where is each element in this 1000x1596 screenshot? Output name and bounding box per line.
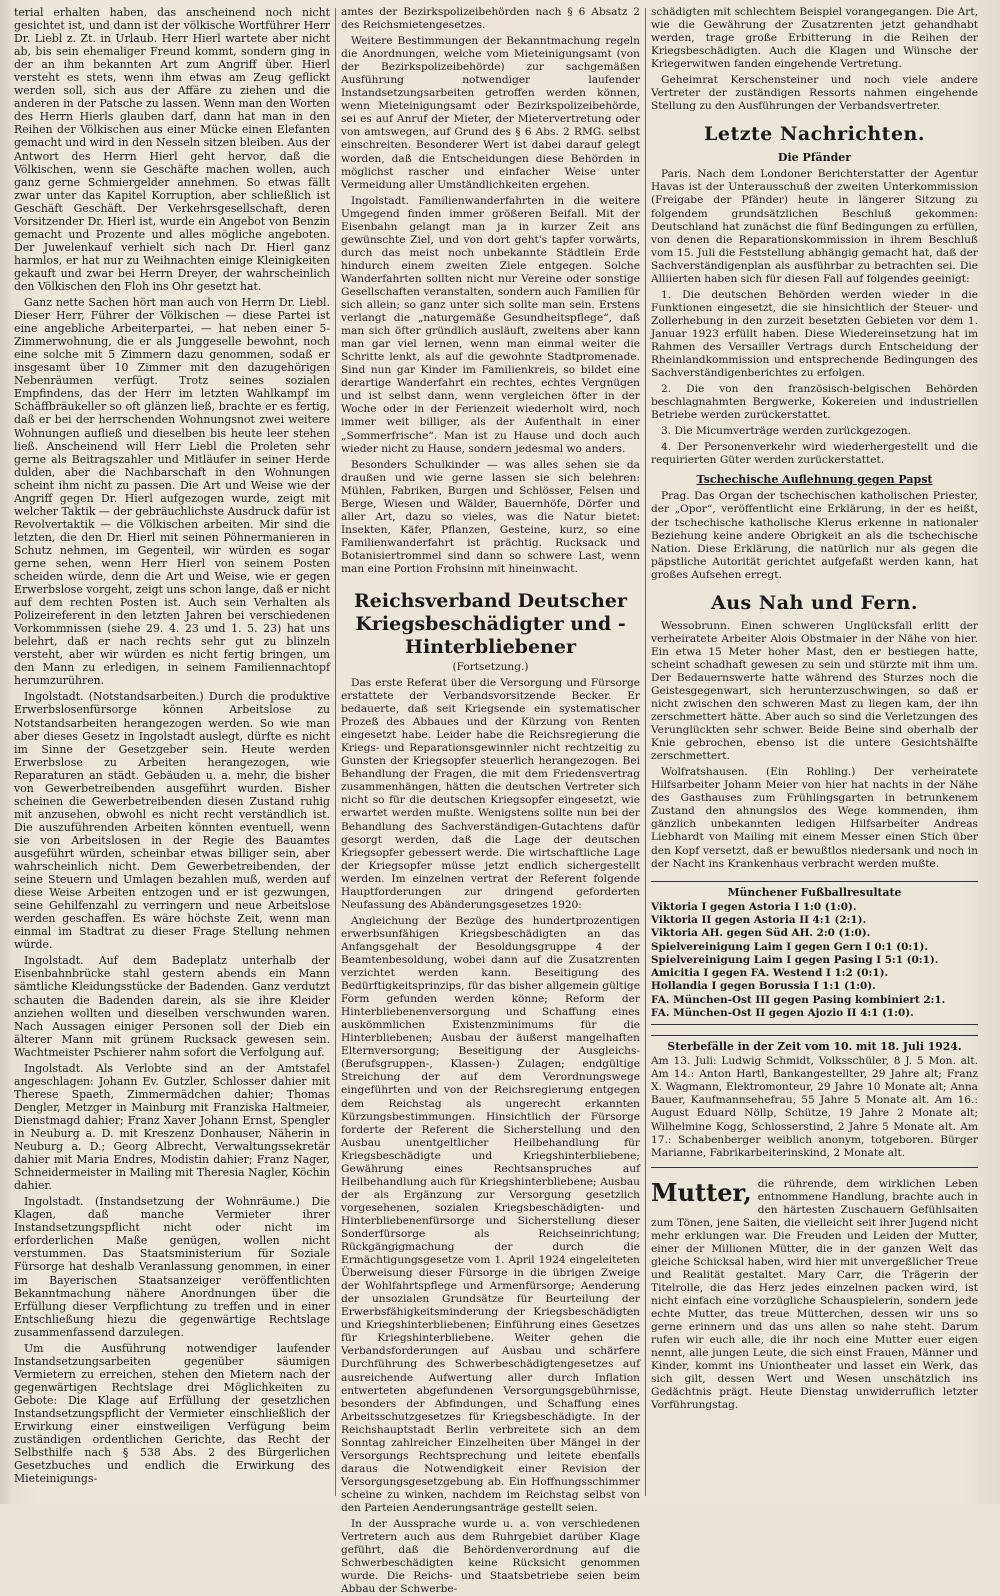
list-item: Viktoria II gegen Astoria II 4:1 (2:1). [651, 913, 867, 926]
football-results-list [651, 901, 978, 1021]
list-item: FA. München-Ost III gegen Pasing kombiniert 2:1. [651, 993, 946, 1006]
news-paragraph: 1. Die deutschen Behörden werden wieder in die Funktionen eingesetzt, die sie hinsichtlich der Steuer- und Zollerhebung in den zurzeit besetzten Gebieten vor dem 1. Januar 1923 erfüllt haben. Diese Wiedereinsetzung hat im Rahmen des Versailler Vertrags durch Entscheidung der Rheinlandkommission und entsprechende Bedingungen des Sachverständigenberichtes zu erfolgen. [651, 288, 978, 380]
news-paragraph: 3. Die Micumverträge werden zurückgezogen. [661, 425, 911, 438]
column-divider [335, 8, 336, 1496]
advert-title: Mutter, [651, 1177, 752, 1207]
section-heading-local: Aus Nah und Fern. [711, 591, 918, 614]
local-paragraph: Wessobrunn. Einen schweren Unglücksfall erlitt der verheiratete Arbeiter Alois Obstmaier in der Nähe von hier. Ein etwa 15 Meter hoher Mast, den er bestiegen hatte, scheint schadhaft gewesen zu sein und stürzte mit ihm um. Der Bedauernswerte hatte während des Sturzes noch die Geistesgegenwart, sich herunterzuschwingen, so daß er nicht zwischen den schweren Mast zu liegen kam, der ihn zerschmettert hätte. Aber auch so sind die Verletzungen des Verunglückten sehr schwer. Beide Beine sind oberhalb der Knie gebrochen, ebenso ist die untere Gesichtshälfte zerschmettert. [651, 619, 978, 763]
column-3 [651, 6, 978, 1496]
article-paragraph: Ingolstadt. (Instandsetzung der Wohnräume.) Die Klagen, daß manche Vermieter ihrer Instandsetzungspflicht nicht oder nicht im erforderlichen Maße genügen, wollen nicht verstummen. Das Staatsministerium für Soziale Fürsorge hat deshalb Veranlassung genommen, in einer im Bayerischen Staatsanzeiger veröffentlichten Bekanntmachung nähere Anordnungen über die Erfüllung dieser Verpflichtung zu treffen und in einer Entschließung hiezu die gegenwärtige Rechtslage zusammenfassend darzulegen. [14, 1195, 330, 1339]
article-paragraph: Angleichung der Bezüge des hundertprozentigen erwerbsunfähigen Kriegsbeschädigten an das Anfangsgehalt der Besoldungsgruppe 4 der Beamtenbesoldung, wobei dann auf die Zusatzrenten verzichtet werden kann. Beseitigung des Bedürftigkeitsprinzips, für das bisher allgemein gültige Form gefunden werden könne; Reform der Hinterbliebenenversorgung und Schaffung eines auskömmlichen Existenzminimums für die Hinterbliebenen; Ausbau der äußerst mangelhaften Elternversorgung; Beseitigung der Ausgleichs- (Berufsgruppen-, Klassen-) Zulagen; endgültige Streichung der auf dem Verordnungswege eingeführten und von der Reichsregierung entgegen dem Reichstag als ungerecht erkannten Kürzungsbestimmungen. Hinsichtlich der Fürsorge forderte der Referent die Sicherstellung und den Ausbau unentgeltlicher Heilbehandlung für Kriegsbeschädigte und Kriegshinterbliebene; Gewährung eines Rechtsanspruches auf Heilbehandlung auch für Kriegshinterbliebene; Ausbau der als Ergänzung zur Versorgung gesetzlich vorgesehenen, sozialen Kriegsbeschädigten- und Hinterbliebenenfürsorge und Sicherstellung dieser Sonderfürsorge als Reichseinrichtung; Rückgängigmachung der durch die Ermächtigungsgesetze vom 1. April 1924 eingeleiteten Überweisung dieser Fürsorge in die übrigen Zweige der Wohlfahrtspflege und Armenfürsorge; Aenderung der unsozialen Grundsätze für Beurteilung der Erwerbsfähigkeitsminderung der Kriegsbeschädigten und Kriegshinterbliebenen; Einführung eines Gesetzes für Kriegshinterbliebene. Weiter gehen die Verbandsforderungen auf Ausbau und schärfere Durchführung des Schwerbeschädigtengesetzes auf ausreichende Aufwertung aller durch Inflation entwerteten abgefundenen Versorgungsgebührnisse, besonders der Abfindungen, und Schaffung eines Arbeitsschutzgesetzes für Kriegsbeschädigte. In der Reichshauptstadt Berlin verbreitete sich an dem Sonntag zahlreicher Einzelheiten über Mängel in der Versorgungs Rechtsprechung und leitete ebenfalls daraus die Notwendigkeit einer Revision der Versorgungsgesetzgebung ab. Ein Hoffnungsschimmer scheine zu winken, nachdem im Reichstag selbst von den Parteien Aenderungsanträge gestellt seien. [341, 914, 640, 1514]
article-paragraph: Ingolstadt. (Notstandsarbeiten.) Durch die produktive Erwerbslosenfürsorge können Arbeitslose zu Notstandsarbeiten herangezogen werden. So wie man aber dieses Gesetz in Ingolstadt auslegt, dürfte es nicht im Sinne der Gesetzgeber sein. Heute werden Erwerbslose zu Arbeiten herangezogen, wie Reparaturen an städt. Gebäuden u. a. mehr, die bisher von Gewerbetreibenden ausgeführt wurden. Bisher scheinen die Gewerbetreibenden diesen Zustand ruhig mit anzusehen, obwohl es nicht recht verständlich ist. Die auszuführenden Arbeiten könnten eventuell, wenn sie von Arbeitslosen in der Regie des Bauamtes ausgeführt würden, scheinbar etwas billiger sein, aber wahrscheinlich nicht. Dem Gewerbetreibenden, der seine Steuern und Umlagen bezahlen muß, werden auf diese Weise Arbeiten entzogen und er ist gezwungen, seine Gehilfenzahl zu verringern und neue Arbeitslose werden geschaffen. Es wäre höchste Zeit, wenn man einmal im Stadtrat zu dieser Frage Stellung nehmen würde. [14, 690, 330, 952]
article-paragraph: Ingolstadt. Auf dem Badeplatz unterhalb der Eisenbahnbrücke stahl gestern abends ein Mann sämtliche Kleidungsstücke der Badenden. Ganz verdutzt schauten die Badenden darein, als sie ihre Kleider anziehen wollten und dieselben verschwunden waren. Nach Aussagen einiger Personen soll der Dieb ein älterer Mann mit grünem Rucksack gewesen sein. Wachtmeister Pschierer nahm sofort die Verfolgung auf. [14, 954, 330, 1059]
article-paragraph: In der Aussprache wurde u. a. von verschiedenen Vertretern auch aus dem Ruhrgebiet darüber Klage geführt, daß die Behördenverordnung auf die Schwerbeschädigten keine Rücksicht genommen wurde. Die Reichs- und Staatsbetriebe seien beim Abbau der Schwerbe- [341, 1518, 640, 1596]
article-paragraph: Ingolstadt. Familienwanderfahrten in die weitere Umgegend finden immer größeren Beifall. Mit der Eisenbahn gelangt man ja in kurzer Zeit ans gewünschte Ziel, und von dort geht's tapfer vorwärts, durch das meist noch unbekannte Städtlein Erde hindurch einem zweiten Ziele entgegen. Solche Wanderfahrten sollten nicht nur Vereine oder sonstige Gesellschaften veranstalten, sondern auch Familien für sich allein; so ganz unter sich sollte man sein. Erstens verlangt die „naturgemäße Gesundheitspflege“, daß man sich öfter gründlich ausläuft, zweitens aber kann man gar viel lernen, wenn man einmal weiter die Schritte lenkt, als auf die gewohnte Stadtpromenade. Sind nun gar Kinder im Familienkreis, so bildet eine derartige Wanderfahrt ein rechtes, echtes Vergnügen und ist selbst dann, wenn vergleichen öfter in der Woche oder in der Ferienzeit wiederholt wird, noch immer weit billiger, als der Aufenthalt in einer „Sommerfrische“. Man ist zu Hause und doch auch wieder nicht zu Hause, sondern jedesmal wo anders. [341, 194, 640, 455]
article-heading: Reichsverband Deutscher Kriegsbeschädigter und -Hinterbliebener [354, 590, 627, 659]
article-paragraph: Weitere Bestimmungen der Bekanntmachung regeln die Anordnungen, welche vom Mieteinigungsamt (von der Bezirkspolizeibehörde) zur sachgemäßen Ausführung notwendiger laufender Instandsetzungsarbeiten getroffen werden können, wenn Mieteinigungsamt oder Bezirkspolizeibehörde, sei es auf Anruf der Mieter, der Mietervertretung oder von amtswegen, auf Grund des § 6 Abs. 2 RMG. selbst einschreiten. Besonderer Wert ist dabei darauf gelegt worden, daß die Entscheidungen diese Behörden in möglichst rascher und einfacher Weise unter Vermeidung aller Umständlichkeiten ergehen. [341, 35, 640, 191]
list-item: Viktoria I gegen Astoria I 1:0 (1:0). [651, 900, 857, 913]
news-paragraph: 2. Die von den französisch-belgischen Behörden beschlagnahmten Bergwerke, Kokereien und industriellen Betriebe werden zurückerstattet. [651, 383, 978, 422]
article-subheading: (Fortsetzung.) [452, 661, 529, 674]
list-item: Spielvereinigung Laim I gegen Pasing I 5:1 (0:1). [651, 953, 939, 966]
column-divider [645, 8, 646, 1496]
news-paragraph: Paris. Nach dem Londoner Berichterstatter der Agentur Havas ist der Unterausschuß der zweiten Unterkommission (Freigabe der Pfänder) heute in längerer Sitzung zu folgendem grundsätzlichen Beschluß gekommen: Deutschland hat zunächst die fünf Bedingungen zu erfüllen, von denen die Reparationskommission in ihrem Beschluß vom 15. Juli die Feststellung abhängig gemacht hat, daß der Sachverständigenplan als ausführbar zu betrachten sei. Die Alliierten haben sich für diesen Fall auf folgendes geeinigt: [651, 168, 978, 285]
list-item: Spielvereinigung Laim I gegen Gern I 0:1 (0:1). [651, 940, 928, 953]
article-paragraph: schädigten mit schlechtem Beispiel vorangegangen. Die Art, wie die Gewährung der Zusatzrenten jetzt gehandhabt werden, trage große Erbitterung in die Reihen der Kriegsbeschädigten. Auch die Klagen und Wünsche der Kriegerwitwen fanden eingehende Vertretung. [651, 6, 978, 71]
list-item: Hollandia I gegen Borussia I 1:1 (1:0). [651, 980, 876, 993]
article-paragraph: Das erste Referat über die Versorgung und Fürsorge erstattete der Verbandsvorsitzende Becker. Er bedauerte, daß seit Kriegsende ein systematischer Prozeß des Abbaues und der Kürzung von Renten eingesetzt habe. Leider habe die Reichsregierung die Kriegs- und Reparationsgewinnler nicht rechtzeitig zu Gunsten der Kriegsopfer steuerlich herangezogen. Bei Behandlung der Fragen, die mit dem Friedensvertrag zusammenhängen, hätten die deutschen Vertreter sich nicht so für die deutschen Kriegsopfer eingesetzt, wie erwartet werden mußte. Wenigstens sollte nun bei der Behandlung des Sachverständigen-Gutachtens dafür gesorgt werden, daß die Lage der deutschen Kriegsopfer gebessert werde. Die wirtschaftliche Lage der Kriegsopfer müsse jetzt endlich sichergestellt werden. Im einzelnen vertrat der Referent folgende Hauptforderungen zur dringend geforderten Neufassung des Abänderungsgesetzes 1920: [341, 677, 640, 911]
deaths-title: Sterbefälle in der Zeit vom 10. mit 18. Juli 1924. [667, 1040, 962, 1054]
list-item: FA. München-Ost II gegen Ajozio II 4:1 (1:0). [651, 1007, 914, 1019]
article-paragraph: terial erhalten haben, das anscheinend noch nicht gesichtet ist, und dann ist der völkische Wortführer Herr Dr. Liebl z. Zt. in Urlaub. Herr Hierl wartete aber nicht ab, bis sein ehemaliger Freund kommt, sondern ging in der an ihm bekannten Art zum Angriff über. Hierl versteht es stets, wenn ihm etwas am Zeug geflickt werden soll, sich aus der Affäre zu ziehen und die anderen in der Patsche zu lassen. Wenn man den Worten des Herrn Hierls glauben darf, dann hat man in den Reihen der Völkischen aus einer Mücke einen Elefanten gemacht und wird in den Nesseln sitzen bleiben. Aus der Antwort des Herrn Hierl geht hervor, daß die Völkischen, wenn sie Geschäfte machen wollen, auch ganz gerne Schmiergelder annehmen. So etwas fällt zwar unter das Kapitel Korruption, aber schließlich ist Geschäft Geschäft. Der Verkehrsgesellschaft, deren Vorsitzender Dr. Hierl ist, wurde ein Angebot von Benzin gemacht und Prozente und alles mögliche angeboten. Der Juwelenkauf verhielt sich nach Dr. Hierl ganz harmlos, er hat nur zu Weihnachten einige Kleinigkeiten gekauft und zwar bei Herrn Dreyer, der wahrscheinlich den Völkischen den Floh ins Ohr gesetzt hat. [14, 6, 330, 293]
list-item: Viktoria AH. gegen Süd AH. 2:0 (1:0). [651, 927, 871, 940]
news-subheading: Die Pfänder [777, 151, 852, 165]
article-paragraph: amtes der Bezirkspolizeibehörden nach § 6 Absatz 2 des Reichsmietengesetzes. [341, 6, 640, 32]
article-paragraph: Besonders Schulkinder — was alles sehen sie da draußen und wie gerne lassen sie sich belehren: Mühlen, Fabriken, Burgen und Schlösser, Felsen und Berge, Wiesen und Wälder, Bauernhöfe, Dörfer und aller Art, dazu so vieles, was die Natur bietet: Insekten, Käfer, Pflanzen, Gesteine, kurz, so eine Familienwanderfahrt ist prächtig. Rucksack und Botanisiertrommel sind dann so schwere Last, wenn man eine Portion Frohsinn mit hineinwacht. [341, 458, 640, 575]
news-paragraph: Prag. Das Organ der tschechischen katholischen Priester, der „Opor“, veröffentlicht eine Erklärung, in der es heißt, der tschechische katholische Klerus erkenne in nationaler Beziehung keine andere Obrigkeit an als die tschechische Nation. Diese Erklärung, die natürlich nur als gegen die päpstliche Autorität gerichtet aufgefaßt werden kann, hat großes Aufsehen erregt. [651, 490, 978, 581]
football-results-box [651, 881, 978, 1026]
news-subheading: Tschechische Auflehnung gegen Papst [696, 473, 933, 487]
article-paragraph: Geheimrat Kerschensteiner und noch viele andere Vertreter der zuständigen Ressorts nahmen eingehende Stellung zu den Ausführungen der Verbandsvertreter. [651, 74, 978, 113]
deaths-box [651, 1035, 978, 1167]
article-paragraph: Um die Ausführung notwendiger laufender Instandsetzungsarbeiten gegenüber säumigen Vermietern zu erreichen, stehen den Mietern nach der gegenwärtigen Rechtslage drei Möglichkeiten zu Gebote: Die Klage auf Erfüllung der gesetzlichen Instandsetzungspflicht der Vermieter einschließlich der Erwirkung einer einstweiligen Verfügung beim zuständigen ordentlichen Gerichte, das Recht der Selbsthilfe nach § 538 Abs. 2 des Bürgerlichen Gesetzbuches und endlich die Erwirkung des Mieteinigungs- [14, 1341, 330, 1486]
list-item: Amicitia I gegen FA. Westend I 1:2 (0:1). [651, 967, 889, 980]
local-paragraph: Wolfratshausen. (Ein Rohling.) Der verheiratete Hilfsarbeiter Johann Meier von hier hat nachts in der Nähe des Gasthauses zum Frühlingsgarten in betrunkenem Zustand den ahnungslos des Wege kommenden, ihm gänzlich unbekannten ledigen Hilfsarbeiter Andreas Liebhardt von Mailing mit einem Messer einen Stich über den Kopf versetzt, daß er bewußtlos niedersank und noch in der Nacht ins Krankenhaus verbracht werden mußte. [651, 766, 978, 870]
section-heading-news: Letzte Nachrichten. [704, 123, 925, 146]
football-results-title: Münchener Fußballresultate [727, 885, 902, 899]
article-paragraph: Ganz nette Sachen hört man auch von Herrn Dr. Liebl. Dieser Herr, Führer der Völkischen — diese Partei ist eine angebliche Arbeiterpartei, — hat neben einer 5-Zimmerwohnung, die er als Junggeselle bewohnt, noch eine solche mit 5 Zimmern dazu genommen, sodaß er insgesamt über 10 Zimmer mit den dazugehörigen Nebenräumen verfügt. Trotz seines sozialen Empfindens, das der Herr im letzten Wahlkampf im Schäffbräukeller so oft glänzen ließ, brachte er es fertig, daß er bei der herrschenden Wohnungsnot zwei weitere Wohnungen aufließ und dieselben bis heute leer stehen ließ. Anscheinend will Herr Liebl die Proleten sehr gerne als Beitragszahler und Mitläufer in seiner Herde dulden, aber die Nachbarschaft in den Wohnungen scheint ihm nicht zu passen. Die Art und Weise wie der Angriff gegen Dr. Hierl aufgezogen wurde, zeigt mit welcher Taktik — der gebräuchlichste Ausdruck dafür ist Revolvertaktik — die Völkischen arbeiten. Mir sind die letzten, die den Dr. Hierl mit seinen Pöhnermanieren in Schutz nehmen, im Gegenteil, wir würden es sogar gerne sehen, wenn Herr Hierl von seinem Posten scheiden würde, denn die Art und Weise, wie er gegen Erwerbslose vorgeht, zeigt uns schon lange, daß er nicht auf dem rechten Posten ist. Auch sein Verhalten als Polizeireferent in den letzten Jahren bei verschiedenen Vorkommnissen (siehe 29. 4. 23 und 1. 5. 23) hat uns belehrt, daß er nach rechts sehr gut zu blinzeln versteht, aber wir würden es nicht fertig bringen, um den Mann zu erledigen, in seinem Familiennachtopf herumzurühren. [14, 296, 330, 688]
deaths-text: Am 13. Juli: Ludwig Schmidt, Volksschüler, 8 J. 5 Mon. alt. Am 14.: Anton Hartl, Bankangestellter, 29 Jahre alt; Franz X. Wagmann, Elektromonteur, 29 Jahre 10 Monate alt; Anna Bauer, Kaufmannsehefrau, 55 Jahre 5 Monate alt. Am 16.: August Eduard Nöllp, Schütze, 19 Jahre 2 Monate alt; Wilhelmine Kogg, Schlosserstind, 2 Jahre 5 Monate alt. Am 17.: Schabenberger weiblich anonym, totgeboren. Bürger Marianne, Fabrikarbeiterinskind, 2 Monate alt. [651, 1055, 978, 1159]
advert-text: die rührende, dem wirklichen Leben entnommene Handlung, brachte auch in den härtesten Zuschauern Gefühlsaiten zum Tönen, jene Saiten, die vielleicht seit ihrer Jugend nicht mehr erklungen war. Die Freuden und Leiden der Mutter, einer der Millionen Mütter, die in der ganzen Welt das gleiche Schicksal haben, wird hier mit unvergeßlicher Treue und Realität gestaltet. Mary Carr, die Trägerin der Titelrolle, die das Herz jedes einzelnen packen wird, ist nicht einfach eine vorzügliche Schauspielerin, sondern jede echte Mutter, das treue Mütterchen, dessen wir uns so gerne erinnern und das uns allen so nahe steht. Darum rufen wir euch alle, die ihr noch eine Mutter euer eigen nennt, alle jungen Leute, die sich einst Frauen, Männer und Kinder, kommt ins Uniontheater und lasset ein Werk, das sich gilt, dessen Wert und Wesen unschätzlich ins Gedächtnis prägt. Heute Dienstag unwiderruflich letzter Vorführungstag. [651, 1177, 978, 1412]
news-paragraph: 4. Der Personenverkehr wird wiederhergestellt und die requirierten Güter werden zurückerstattet. [651, 441, 978, 467]
column-1 [14, 6, 330, 1496]
column-2 [341, 6, 640, 1596]
article-paragraph: Ingolstadt. Als Verlobte sind an der Amtstafel angeschlagen: Johann Ev. Gutzler, Schlosser dahier mit Therese Spaeth, Zimmermädchen dahier; Thomas Dengler, Metzger in Mainburg mit Franziska Haltmeier, Dienstmagd dahier; Franz Xaver Johann Ernst, Spengler in Neuburg a. D. mit Kreszenz Donhauser, Näherin in Neuburg a. D.; Georg Albrecht, Verwaltungssekretär dahier mit Maria Endres, Modistin dahier; Franz Nager, Schneidermeister in Mailing mit Theresia Nagler, Köchin dahier. [14, 1061, 330, 1193]
cinema-advert [651, 1178, 978, 1413]
